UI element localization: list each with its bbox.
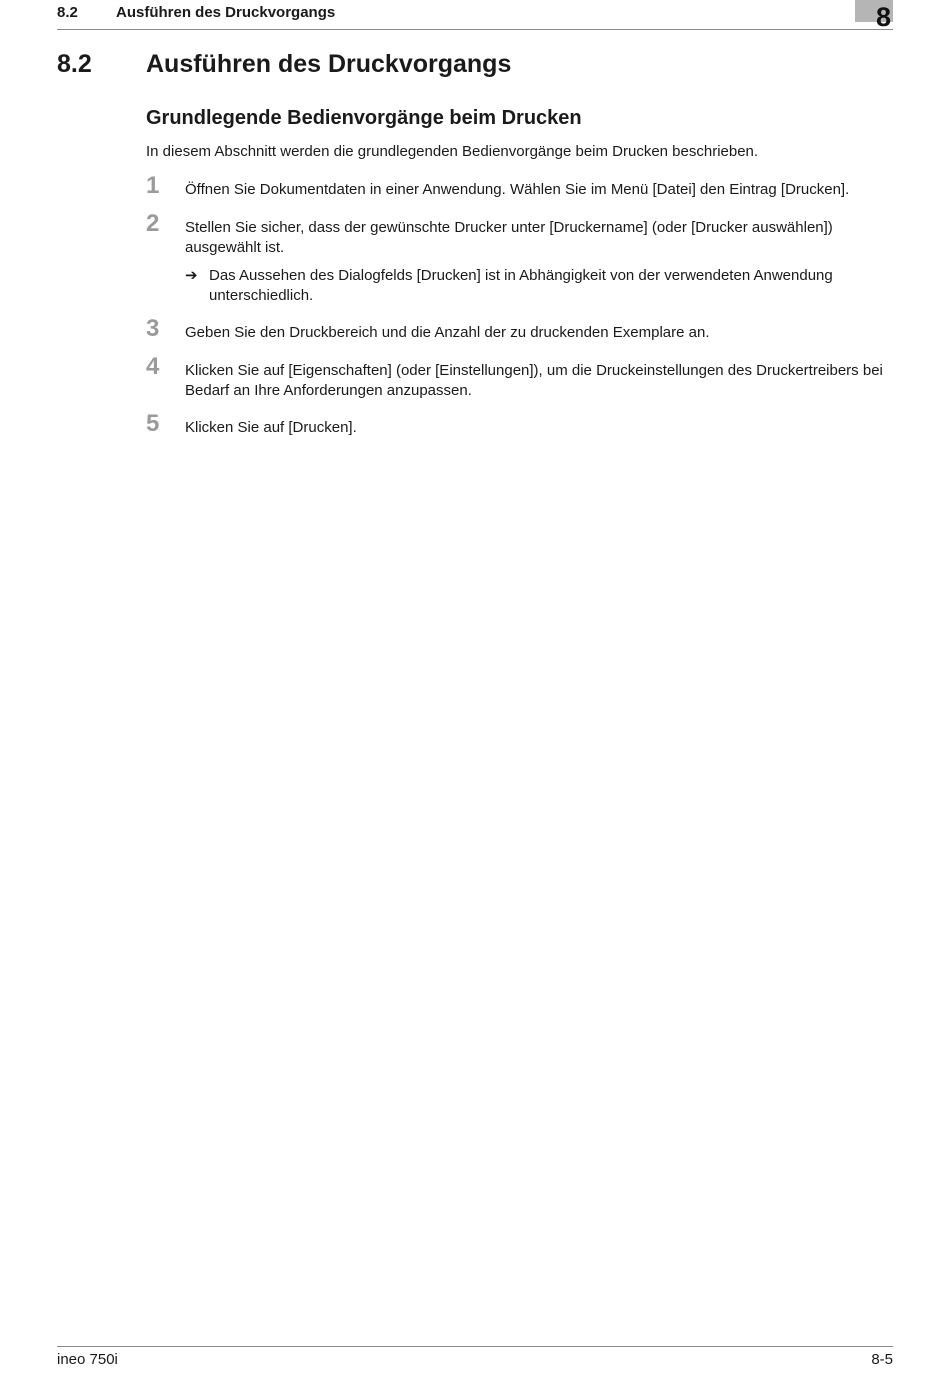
step-text: Stellen Sie sicher, dass der gewünschte Drucker unter [Druckername] (oder [Drucker auswählen]) ausgewählt ist. — [185, 219, 833, 256]
header-section-title: Ausführen des Druckvorgangs — [116, 4, 336, 21]
footer-product-name: ineo 750i — [57, 1351, 118, 1368]
step-number: 2 — [146, 210, 160, 237]
step-text: Klicken Sie auf [Drucken]. — [185, 419, 357, 436]
arrow-icon: ➔ — [185, 267, 198, 284]
note-text: Das Aussehen des Dialogfelds [Drucken] ist in Abhängigkeit von der verwendeten Anwendung unterschiedlich. — [209, 267, 833, 304]
page-footer — [57, 1346, 893, 1377]
page-header — [57, 0, 893, 30]
step-text: Öffnen Sie Dokumentdaten in einer Anwendung. Wählen Sie im Menü [Datei] den Eintrag [Drucken]. — [185, 181, 850, 198]
intro-paragraph: In diesem Abschnitt werden die grundlegenden Bedienvorgänge beim Drucken beschrieben. — [146, 143, 759, 160]
header-section-number: 8.2 — [57, 4, 78, 21]
footer-page-number: 8-5 — [871, 1351, 893, 1368]
step-number: 3 — [146, 315, 160, 342]
chapter-tab — [855, 0, 893, 32]
step-number: 1 — [146, 172, 160, 199]
chapter-number: 8 — [875, 2, 891, 32]
step-text: Klicken Sie auf [Eigenschaften] (oder [Einstellungen]), um die Druckeinstellungen des Druckertreibers bei Bedarf an Ihre Anforderungen anzupassen. — [185, 362, 883, 399]
step-number: 5 — [146, 410, 160, 437]
section-heading-title: Ausführen des Druckvorgangs — [146, 50, 512, 78]
subsection-heading: Grundlegende Bedienvorgänge beim Drucken — [146, 107, 582, 129]
step-text: Geben Sie den Druckbereich und die Anzahl der zu druckenden Exemplare an. — [185, 324, 710, 341]
section-heading-number: 8.2 — [57, 50, 92, 78]
step-number: 4 — [146, 353, 160, 380]
